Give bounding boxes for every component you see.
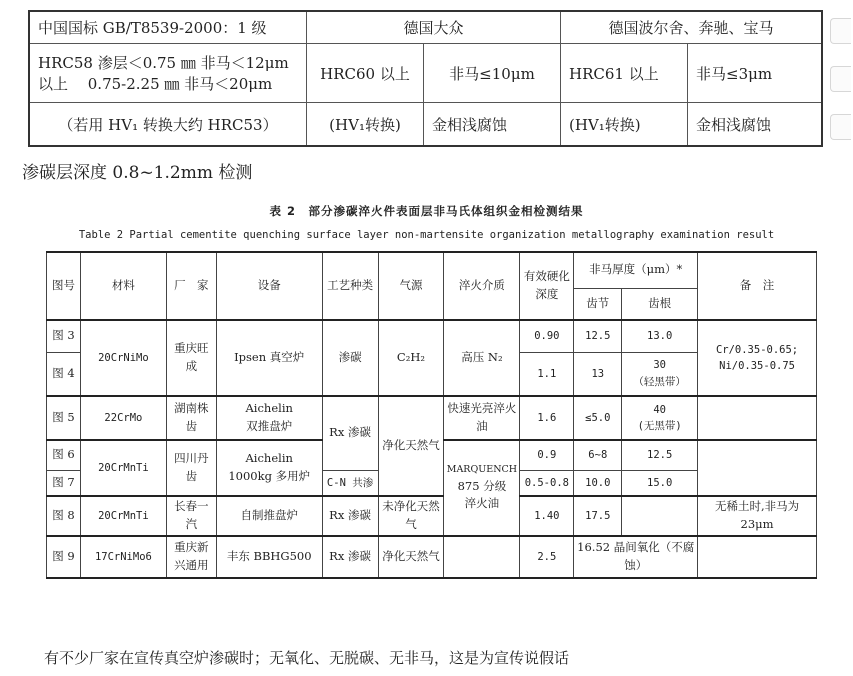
cell-root bbox=[622, 352, 698, 396]
cell-root bbox=[622, 496, 698, 536]
std-hv-note: （若用 HV₁ 转换大约 HRC53） bbox=[29, 103, 307, 147]
std-header-standard: 中国国标 GB/T8539-2000：1 级 bbox=[29, 11, 307, 44]
cell-root: 12.5 bbox=[622, 440, 698, 470]
cell-material: 22CrMo bbox=[80, 396, 166, 440]
cell-process: Rx 渗碳 bbox=[322, 396, 378, 470]
header-fig-no: 图号 bbox=[47, 252, 81, 320]
cell-gas: C₂H₂ bbox=[378, 320, 444, 396]
cell-remark bbox=[698, 440, 817, 496]
std-vw-nonm: 非马≤10μm bbox=[424, 44, 561, 103]
row-fig: 图 7 bbox=[47, 470, 81, 496]
cell-gas: 净化天然气 bbox=[378, 536, 444, 578]
cell-maker: 重庆旺成 bbox=[166, 320, 216, 396]
header-process: 工艺种类 bbox=[322, 252, 378, 320]
cell-medium: 高压 N₂ bbox=[444, 320, 520, 396]
std-other-hrc: HRC61 以上 bbox=[561, 44, 688, 103]
cell-equipment bbox=[216, 396, 322, 440]
cell-equipment: 丰东 BBHG500 bbox=[216, 536, 322, 578]
remark-line: Ni/0.35-0.75 bbox=[719, 360, 795, 372]
cell-tip: ≤5.0 bbox=[574, 396, 622, 440]
cell-root: 15.0 bbox=[622, 470, 698, 496]
cell-depth: 0.90 bbox=[520, 320, 574, 352]
remark-line: Cr/0.35-0.65; bbox=[715, 343, 799, 356]
scroll-edge-tab bbox=[830, 114, 851, 140]
cell-process: C-N 共渗 bbox=[322, 470, 378, 496]
cell-depth: 1.40 bbox=[520, 496, 574, 536]
std-other-nonm: 非马≤3μm bbox=[688, 44, 823, 103]
header-remark: 备 注 bbox=[698, 252, 817, 320]
medium-line: 875 分级 bbox=[457, 478, 507, 493]
header-material: 材料 bbox=[80, 252, 166, 320]
cell-gas: 未净化天然气 bbox=[378, 496, 444, 536]
row-fig: 图 4 bbox=[47, 352, 81, 396]
cell-maker: 四川丹齿 bbox=[166, 440, 216, 496]
cell-maker: 湖南株齿 bbox=[166, 396, 216, 440]
cell-remark bbox=[698, 320, 817, 396]
cell-depth: 1.1 bbox=[520, 352, 574, 396]
cell-process: Rx 渗碳 bbox=[322, 496, 378, 536]
cell-equipment: Ipsen 真空炉 bbox=[216, 320, 322, 396]
cell-material: 20CrNiMo bbox=[80, 320, 166, 396]
root-note: (无黑带) bbox=[637, 420, 682, 432]
cell-root: 13.0 bbox=[622, 320, 698, 352]
cell-tip: 13 bbox=[574, 352, 622, 396]
cell-material: 20CrMnTi bbox=[80, 440, 166, 496]
std-vw-hv: (HV₁转换) bbox=[307, 103, 424, 147]
scroll-edge-tab bbox=[830, 18, 851, 44]
cell-equipment bbox=[216, 440, 322, 496]
case-depth-heading: 渗碳层深度 0.8~1.2mm 检测 bbox=[22, 163, 253, 183]
equipment-line: 1000kg 多用炉 bbox=[228, 469, 311, 483]
root-value: 30 bbox=[653, 359, 666, 372]
cell-material: 17CrNiMo6 bbox=[80, 536, 166, 578]
table-caption-cn: 表 2 部分渗碳淬火件表面层非马氏体组织金相检测结果 bbox=[269, 204, 584, 218]
cell-maker: 长春一汽 bbox=[166, 496, 216, 536]
header-depth: 有效硬化深度 bbox=[520, 252, 574, 320]
row-fig: 图 8 bbox=[47, 496, 81, 536]
std-vw-method: 金相浅腐蚀 bbox=[424, 103, 561, 147]
root-note: （轻黑带） bbox=[633, 375, 686, 388]
closing-remark: 有不少厂家在宣传真空炉渗碳时；无氧化、无脱碳、无非马，这是为宣传说假话 bbox=[44, 649, 570, 667]
table-caption-en: Table 2 Partial cementite quenching surface layer non-martensite organization metallography examination result bbox=[78, 229, 775, 241]
cell-depth: 1.6 bbox=[520, 396, 574, 440]
std-gb-line-a: HRC58 渗层＜0.75 ㎜ 非马＜12μm bbox=[38, 54, 289, 72]
cell-depth: 2.5 bbox=[520, 536, 574, 578]
header-gas: 气源 bbox=[378, 252, 444, 320]
cell-remark bbox=[698, 536, 817, 578]
results-table bbox=[46, 251, 817, 579]
std-header-others: 德国波尔舍、奔驰、宝马 bbox=[561, 11, 823, 44]
cell-material: 20CrMnTi bbox=[80, 496, 166, 536]
cell-remark: 无稀土时,非马为 23μm bbox=[698, 496, 817, 536]
std-vw-hrc: HRC60 以上 bbox=[307, 44, 424, 103]
medium-line: MARQUENCH bbox=[446, 463, 518, 475]
cell-tip: 12.5 bbox=[574, 320, 622, 352]
equipment-line: 双推盘炉 bbox=[246, 419, 293, 433]
row-fig: 图 5 bbox=[47, 396, 81, 440]
standards-table bbox=[28, 10, 823, 147]
header-maker: 厂 家 bbox=[166, 252, 216, 320]
std-other-method: 金相浅腐蚀 bbox=[688, 103, 823, 147]
std-header-vw: 德国大众 bbox=[307, 11, 561, 44]
cell-tip: 6~8 bbox=[574, 440, 622, 470]
scroll-edge-tab bbox=[830, 66, 851, 92]
cell-equipment: 自制推盘炉 bbox=[216, 496, 322, 536]
equipment-line: Aichelin bbox=[245, 451, 293, 466]
cell-medium: 快速光亮淬火油 bbox=[444, 396, 520, 440]
root-value: 40 bbox=[653, 403, 666, 416]
header-nonm: 非马厚度（μm）* bbox=[574, 252, 698, 288]
cell-root bbox=[622, 396, 698, 440]
cell-gas: 净化天然气 bbox=[378, 396, 444, 496]
cell-nonm-combined: 16.52 晶间氧化（不腐蚀） bbox=[574, 536, 698, 578]
cell-process: Rx 渗碳 bbox=[322, 536, 378, 578]
row-fig: 图 3 bbox=[47, 320, 81, 352]
cell-remark bbox=[698, 396, 817, 440]
cell-depth: 0.5-0.8 bbox=[520, 470, 574, 496]
cell-maker: 重庆新兴通用 bbox=[166, 536, 216, 578]
std-gb-requirement bbox=[29, 44, 307, 103]
header-equipment: 设备 bbox=[216, 252, 322, 320]
cell-tip: 10.0 bbox=[574, 470, 622, 496]
std-gb-line-b: 以上 0.75-2.25 ㎜ 非马＜20μm bbox=[38, 75, 273, 93]
row-fig: 图 9 bbox=[47, 536, 81, 578]
header-tip: 齿节 bbox=[574, 288, 622, 320]
header-medium: 淬火介质 bbox=[444, 252, 520, 320]
medium-line: 淬火油 bbox=[464, 496, 500, 511]
cell-medium bbox=[444, 440, 520, 536]
cell-process: 渗碳 bbox=[322, 320, 378, 396]
row-fig: 图 6 bbox=[47, 440, 81, 470]
std-other-hv: (HV₁转换) bbox=[561, 103, 688, 147]
cell-tip: 17.5 bbox=[574, 496, 622, 536]
cell-depth: 0.9 bbox=[520, 440, 574, 470]
cell-medium bbox=[444, 536, 520, 578]
equipment-line: Aichelin bbox=[245, 401, 293, 416]
header-root: 齿根 bbox=[622, 288, 698, 320]
